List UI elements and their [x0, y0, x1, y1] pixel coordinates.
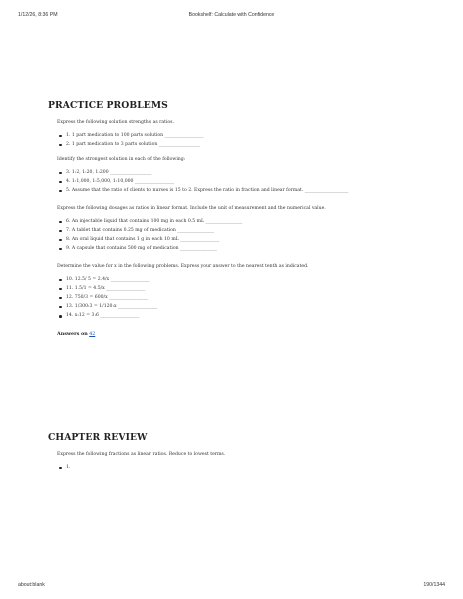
print-page-number: 190/1344	[423, 582, 445, 588]
print-page-title: Bookshelf: Calculate with Confidence	[188, 12, 275, 18]
chapter-review-list	[57, 464, 70, 473]
instruction-text: Express the following solution strengths as ratios.	[57, 120, 174, 125]
instruction-text: Express the following fractions as linear ratios. Reduce to lowest terms.	[57, 452, 226, 457]
problem-list-3	[57, 218, 242, 254]
list-item: 11. 1.5/1 = 4.5/x _________________	[57, 285, 157, 294]
print-url: about:blank	[18, 582, 45, 588]
list-item: 4. 1:1,000, 1:5,000, 1:10,000 _________________	[57, 178, 348, 187]
list-item: 7. A tablet that contains 0.25 mg of medication ________________	[57, 227, 242, 236]
list-item: 12. 750/3 = 600/x _________________	[57, 294, 157, 303]
instruction-text: Identify the strongest solution in each of the following:	[57, 157, 186, 162]
problem-list-2	[57, 169, 348, 196]
section-heading-practice: PRACTICE PROBLEMS	[48, 100, 168, 111]
answers-reference	[57, 331, 95, 337]
instruction-text: Express the following dosages as ratios in linear format. Include the unit of measurement and the numerical value.	[57, 206, 326, 211]
answers-page-link[interactable]: 42	[89, 332, 96, 337]
list-item: 2. 1 part medication to 3 parts solution __________________	[57, 141, 204, 150]
list-item: 1.	[57, 464, 70, 473]
list-item: 13. 1/300:3 = 1/120:x _________________	[57, 303, 157, 312]
section-heading-chapter-review: CHAPTER REVIEW	[48, 432, 148, 443]
list-item: 8. An oral liquid that contains 1 g in each 10 mL _________________	[57, 236, 242, 245]
list-item: 10. 12.5/ 5 = 2.4/x _________________	[57, 276, 157, 285]
list-item: 9. A capsule that contains 500 mg of medication ________________	[57, 245, 242, 254]
answers-label: Answers on	[57, 331, 88, 337]
problem-list-1	[57, 132, 204, 150]
print-datetime: 1/12/26, 8:36 PM	[18, 12, 58, 18]
list-item: 6. An injectable liquid that contains 100 mg in each 0.5 mL ________________	[57, 218, 242, 227]
list-item: 3. 1:2, 1:20, 1:200 __________________	[57, 169, 348, 178]
instruction-text: Determine the value for x in the following problems. Express your answer to the nearest tenth as indicated.	[57, 264, 309, 269]
problem-list-4	[57, 276, 157, 321]
list-item: 5. Assume that the ratio of clients to nurses is 15 to 2. Express the ratio in fraction and linear format. ___________________	[57, 187, 348, 196]
list-item: 14. x:12 = 3:6 _________________	[57, 312, 157, 321]
list-item: 1. 1 part medication to 100 parts solution _________________	[57, 132, 204, 141]
